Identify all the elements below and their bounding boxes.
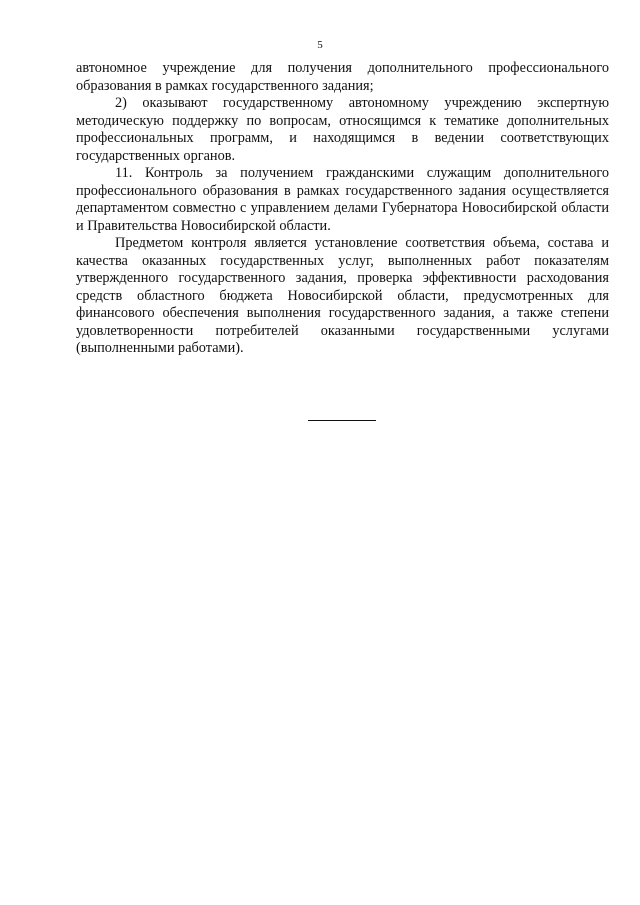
paragraph-section-11: 11. Контроль за получением гражданскими служащим дополнительного профессионального образования в рамках государственного задания осуществляется департаментом совместно с управлением делами Губернатора Новосибирской области и Правительства Новосибирской области. — [76, 165, 609, 234]
end-of-document-rule — [308, 420, 376, 421]
paragraph-item-2: 2) оказывают государственному автономному учреждению экспертную методическую поддержку по вопросам, относящимся к тематике дополнительных профессиональных программ, и находящимся в ведении соответствующих государственных органов. — [76, 95, 609, 164]
paragraph-control-subject: Предметом контроля является установление соответствия объема, состава и качества оказанных государственных услуг, выполненных работ показателям утвержденного государственного задания, проверка эффективности расходования средств областного бюджета Новосибирской области, предусмотренных для финансового обеспечения выполнения государственного задания, а также степени удовлетворенности потребителей оказанными государственными услугами (выполненными работами). — [76, 235, 609, 356]
paragraph-continuation: автономное учреждение для получения дополнительного профессионального образования в рамках государственного задания; — [76, 60, 609, 94]
page-number: 5 — [317, 39, 323, 51]
document-body — [76, 60, 609, 358]
